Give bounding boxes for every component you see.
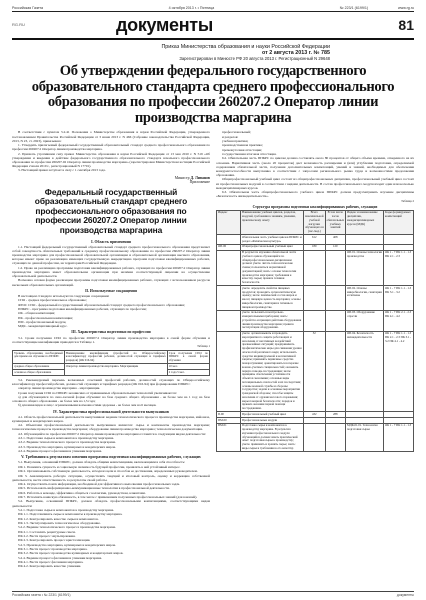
minister-label: Министр <box>174 175 190 180</box>
table-cell: П.00 <box>217 412 241 418</box>
table-cell <box>217 250 241 286</box>
paragraph: ПК 1.1. Подготавливать сырье и компоненты к производству маргарина. <box>18 512 123 517</box>
paragraph: 4.3.1. Подготовка сырья и компонентов к производству маргарина. <box>18 436 115 441</box>
table-row <box>217 250 414 286</box>
paragraph: оператор линии производства маргарина - маргаринщик. <box>18 386 101 391</box>
newspaper-name: Российская Газета <box>12 6 44 10</box>
table-cell: ОП.02. Основы микробиологии, санитарии и гигиены <box>346 286 384 311</box>
paragraph: и разделов: <box>222 134 239 139</box>
page-number: 81 <box>398 17 414 33</box>
table-cell: 120 <box>325 244 345 250</box>
right-intro-list <box>216 130 414 156</box>
table-cell: среднее общее образование <box>13 364 65 370</box>
paragraph: 1.2. Право на реализацию программы подготовки квалифицированных рабочих, служащих по профессии 260207.2 Оператор линии производства маргарина имеет образовательная организация при наличии соответствующей лицензии на осуществление образовательной деятельности. <box>12 265 210 279</box>
paragraph: учебная практика; <box>222 139 249 144</box>
left-column <box>12 130 210 593</box>
table-cell: ОК 1 - 7 ПК 2.1 - 2.3 ПК 4.1 - 4.2 <box>384 310 414 331</box>
paragraph: В соответствии с пунктом 5.2.41 Положения о Министерстве образования и науки Российской Федерации, утвержденного постановлением Правительства Российской Федерации от 3 июня 2013 г. N 466 (Собрание законодательства Российской Федерации, 2013, N 23, ст. 2923), приказываю: <box>12 130 210 143</box>
table-cell: ОК 1 - 7 ПК 1.1 - 1.3 ПК 3.1 - 3.2 <box>384 286 414 311</box>
table-cell: 180 <box>304 244 326 250</box>
paragraph: ПК 4.1. Вести процесс фасования маргарина. <box>18 560 84 565</box>
paragraph: промежуточная аттестация; <box>222 147 262 152</box>
paragraph: ПК 3.1. Вести процесс производства маргарина. <box>18 546 88 551</box>
paragraph: ОК 4. Осуществлять поиск информации, необходимой для эффективного выполнения профессиональных задач. <box>18 482 181 487</box>
section-3-text <box>12 336 210 344</box>
table-cell: 2 года 5 мес. <box>167 370 209 376</box>
section-5-title: V. Требования к результатам освоения программы подготовки квалифицированных рабочих, служащих <box>21 455 201 460</box>
table-cell: Наименование квалификации (профессий по Общероссийскому классификатору профессий рабочих, должностей служащих и тарифных разрядов) (ОК 016-94) <box>65 350 166 363</box>
page-footer <box>12 591 414 597</box>
paragraph: 4.3. Обучающийся по профессии 260207.2 Оператор линии производства маргарина готовится к следующим видам деятельности: <box>18 431 206 436</box>
table-2-title: Структура программы подготовки квалифицированных рабочих, служащих <box>252 204 378 209</box>
table-cell: ОП.00 <box>217 244 241 250</box>
paragraph: ПК 1.2. Контролировать качество сырья и компонентов. <box>18 516 99 521</box>
paragraph: ОК 5. Использовать информационно-коммуникационные технологии в профессиональной деятельности. <box>18 486 170 491</box>
table-cell <box>217 331 241 412</box>
table-cell: 32 <box>304 331 326 412</box>
site-url[interactable]: www.rg.ru <box>398 6 414 10</box>
column-header: Индекс и наименование дисциплин, междисциплинарных курсов (МДК) <box>346 210 384 235</box>
table-cell: ОП.01. Основы технологии производства <box>346 250 384 286</box>
section-1-title: I. Область применения <box>91 239 131 244</box>
paragraph: профессиональный; <box>222 130 251 135</box>
table-cell: Оператор линии производства маргарина. Маргаринщик <box>64 364 167 375</box>
table-cell <box>217 286 241 311</box>
headline: Об утверждении федерального государственного образовательного стандарта среднего профессионального образования по профессии 260207.2 Оператор линии производства маргарина <box>31 63 395 126</box>
paragraph: ПК - профессиональная компетенция; <box>18 315 73 320</box>
paragraph: МДК - междисциплинарный курс. <box>18 324 68 329</box>
table-cell <box>325 331 345 412</box>
paragraph: Общепрофессиональный учебный цикл состоит из общепрофессиональных дисциплин, профессиональный учебный цикл состоит из профессиональных модулей в соответствии с видами деятельности. В состав профессионального модуля входит один или несколько междисциплинарных курсов. <box>216 177 414 190</box>
table-cell: основное общее образование <box>13 370 65 376</box>
table-cell: 408 <box>325 235 345 245</box>
paragraph: б) для инвалидов и лиц с ограниченными возможностями здоровья - не более чем на 6 месяцев. <box>18 403 157 408</box>
minister-name: Д. Ливанов <box>190 175 210 180</box>
paragraph: 1. Утвердить прилагаемый федеральный государственный образовательный стандарт среднего профессионального образования по профессии 260207.2 Оператор линии производства маргарина. <box>12 143 210 152</box>
masthead <box>12 12 414 38</box>
column-header: Индекс <box>217 210 241 235</box>
paragraph: 5.2.1. Подготовка сырья и компонентов к производству маргарина. <box>18 507 115 512</box>
table-cell: 432 <box>304 412 326 418</box>
paragraph: 6.3. Обязательная часть общепрофессионального учебного цикла ППКРС должна предусматривать изучение дисциплины «Безопасность жизнедеятельности». <box>216 190 414 199</box>
table-cell: Срок получения СПО по ППКРС в очной форме обучения <box>168 350 208 363</box>
table-cell: уметь: организовывать и проводить мероприятия по защите работающих и населения от негативных воздействий чрезвычайных ситуаций; предпринимать профилактические меры для снижения уровня опасностей различного вида; использовать средства индивидуальной и коллективной защиты; применять первичные средства пожаротушения; ориентироваться в перечне военно-учетных специальностей; оказывать первую помощь пострадавшим; знать: принципы обеспечения устойчивости объектов экономики; основные виды потенциальных опасностей и их последствия; основы военной службы и обороны государства; задачи и основные мероприятия гражданской обороны; способы защиты населения от оружия массового поражения; меры пожарной безопасности; порядок и правила оказания первой помощи пострадавшим. <box>242 331 302 411</box>
paragraph: 5.2.3. Производство маргарина, кулинарных и кондитерских жиров. <box>18 542 116 547</box>
paragraph: СПО - среднее профессиональное образование; <box>18 298 87 303</box>
order-number: от 2 августа 2013 г. № 785 <box>261 50 330 56</box>
right-column <box>216 130 414 593</box>
table-cell: Общепрофессиональный учебный цикл <box>241 244 304 250</box>
paragraph: Возможна сетевая форма реализации программы подготовки квалифицированных рабочих, служащих с использованием ресурсов нескольких образовательных организаций. <box>12 278 210 287</box>
section-5-text <box>12 460 210 568</box>
table-cell: уметь: определять свойства пищевых продуктов; проводить органолептическую оценку; знать: химический состав жиров и масел; пищевую ценность маргарина; основы микробиологии, санитарии и гигиены в пищевом производстве. <box>241 286 304 311</box>
paragraph: ПК 2.3. Контролировать процесс кристаллизации. <box>18 538 91 543</box>
signature-block <box>12 176 210 185</box>
table-cell <box>304 250 326 286</box>
paragraph: ПК 3.2. Вести процесс производства кулинарных и кондитерских жиров. <box>18 551 124 556</box>
section-title: документы <box>116 14 213 35</box>
column-header: Всего максимальной учебной нагрузки обучающегося (час./нед.) <box>305 210 324 234</box>
paragraph: 3.1. Сроки получения СПО по профессии 260207.2 Оператор линии производства маргарина в очной форме обучения и соответствующие квалификации приводятся в Таблице 1. <box>12 335 210 344</box>
standard-title: Федеральный государственный образовательный стандарт среднего профессионального образования по профессии 260207.2 Оператор линии производства маргарина <box>34 186 188 236</box>
table-1-head-row <box>13 351 210 364</box>
table-cell <box>325 286 345 311</box>
issue-number: № 223/1 (6199/1) <box>339 6 369 10</box>
paragraph: 3. Настоящий приказ вступает в силу с 1 сентября 2013 года. <box>18 168 106 173</box>
section-3-title: III. Характеристика подготовки по профессии <box>71 330 151 335</box>
paragraph: 5.2.2. Ведение технологического процесса производства маргарина. <box>18 525 116 530</box>
masthead-rule <box>12 38 414 40</box>
paragraph: 1.1. Настоящий федеральный государственный образовательный стандарт среднего профессионального образования представляет собой совокупность обязательных требований к среднему профессиональному образованию по профессии 260207.2 Оператор линии производства маргарина для профессиональной образовательной организации и образовательной организации высшего образования, которые имеют право на реализацию имеющих государственную аккредитацию программ подготовки квалифицированных рабочих, служащих по данной профессии, на территории Российской Федерации. <box>12 244 210 266</box>
paragraph: 5.2. Выпускник, освоивший ППКРС, должен обладать профессиональными компетенциями, соответствующими видам деятельности: <box>12 499 210 508</box>
paragraph: Сроки получения СПО по ППКРС независимо от применяемых образовательных технологий увеличиваются: <box>18 390 177 395</box>
columns <box>12 130 414 593</box>
table-cell <box>325 423 345 451</box>
paragraph: ФГОС СПО - федеральный государственный образовательный стандарт среднего профессионального образования; <box>18 302 185 307</box>
paragraph: ПК 2.1. Составлять рецептурные смеси. <box>18 529 76 534</box>
table-cell <box>325 250 345 286</box>
table-cell: ОП.03. Оборудование отрасли <box>346 310 384 331</box>
table-row <box>217 235 414 245</box>
table-row <box>217 286 414 311</box>
table-cell: Профессиональные модули <box>241 418 304 424</box>
order-text <box>12 130 210 172</box>
paragraph: ОК 1. Понимать сущность и социальную значимость будущей профессии, проявлять к ней устойчивый интерес. <box>18 464 181 469</box>
column-header: Коды формируемых компетенций <box>384 210 414 235</box>
paragraph: ПК 4.2. Контролировать качество упаковки. <box>18 564 82 569</box>
paragraph: 4.3.4. Ведение процесса фасования и упаковки маргарина. <box>18 449 103 454</box>
table-cell <box>217 310 241 331</box>
table-cell <box>304 423 326 451</box>
table-2-label: Таблица 2 <box>401 198 414 203</box>
table-cell <box>304 286 326 311</box>
section-1-text <box>12 245 210 287</box>
order-registration: Зарегистрирован в Минюсте РФ 20 августа 2013 г. Регистрационный N 29648 <box>179 56 330 61</box>
table-cell: ОК 1 - 7 ПК 1.1 - 1.3 ПК 2.1 - 2.3 ПК 3.1 - 3.2 ПК 4.1 - 4.2 <box>384 331 414 412</box>
paragraph: 3.2. Рекомендуемый перечень возможных сочетаний профессий рабочих, должностей служащих по Общероссийскому классификатору профессий рабочих, должностей служащих и тарифных разрядов (ОК 016-94) при формировании ППКРС: <box>12 377 210 386</box>
paragraph: ПК 1.3. Эксплуатировать технологическое оборудование. <box>18 520 101 525</box>
table-cell: МДК.01.01. Технология подготовки сырья <box>346 423 384 451</box>
table-cell: 612 <box>304 235 326 245</box>
table-cell <box>384 235 414 245</box>
table-cell: Уровень образования, необходимый для приема на обучение по ППКРС <box>13 351 65 364</box>
issue-date: 4 октября 2013 г. • Пятница <box>168 6 215 10</box>
paragraph: 2. Признать утратившим силу приказ Министерства образования и науки Российской Федерации от 13 мая 2010 г. N 519 «Об утверждении и введении в действие федерального государственного образовательного стандарта начального профессионального образования по профессии 260207.02 Оператор линии производства маргарина» (зарегистрирован Министерством юстиции Российской Федерации 2 июля 2010 г., регистрационный N 17701). <box>12 151 210 168</box>
section-3-continued <box>12 378 210 408</box>
appendix-label: Приложение <box>189 180 210 185</box>
table-cell: ОК 1 - 7 ПК 1.1 - 1.3 ПК 2.1 - 2.3 <box>384 250 414 286</box>
section-4-text <box>12 415 210 454</box>
paragraph: 6.2. Обязательная часть ППКРС по циклам должна составлять около 80 процентов от общего объема времени, отведенного на их освоение. Вариативная часть (около 20 процентов) дает возможность расширения и (или) углубления подготовки, определяемой содержанием обязательной части, получения дополнительных компетенций, умений и знаний, необходимых для обеспечения конкурентоспособности выпускника в соответствии с запросами регионального рынка труда и возможностями продолжения образования. <box>216 156 414 178</box>
order-header <box>12 44 414 62</box>
table-cell <box>325 310 345 331</box>
paragraph: ППКРС - программа подготовки квалифицированных рабочих, служащих по профессии; <box>18 306 147 311</box>
footer-left: Российская газета • № 223/1 (6199/1) <box>12 593 71 597</box>
paragraph: а) для обучающихся по очно-заочной форме обучения: на базе среднего общего образования - не более чем на 1 год; на базе основного общего образования - не более чем на 1,5 года; <box>12 394 210 404</box>
paragraph: ОК 7. Исполнять воинскую обязанность, в том числе с применением полученных профессиональных знаний (для юношей). <box>18 495 198 500</box>
table-1 <box>12 350 210 376</box>
order-issuer: Приказ Министерства образования и науки Российской Федерации <box>161 44 330 50</box>
structure-table-head <box>217 210 414 235</box>
logo: RG.RU <box>12 21 25 27</box>
table-cell: ОК 1 - 7 ПК 1.1 - 1.3 <box>384 423 414 451</box>
table-row <box>217 310 414 331</box>
table-cell: ОП.04. Безопасность жизнедеятельности <box>346 331 384 412</box>
paragraph: 4.3.2. Ведение технологического процесса производства маргарина. <box>18 440 116 445</box>
table-cell: Обязательная часть учебных циклов ППКРС и раздел «Физическая культура» <box>242 234 302 243</box>
paragraph: 4.2. Объектами профессиональной деятельности выпускников являются: сырье и компоненты производства маргарина; технологические процессы производства маргарина; оборудование линии производства маргарина; технологическая документация. <box>12 423 210 432</box>
table-cell: В результате изучения обязательной части учебного цикла обучающийся по общепрофессиональным дисциплинам должен: уметь: читать технологические схемы; пользоваться нормативной документацией; знать: основы технологии производства маргарина; требования к качеству сырья; правила техники безопасности. <box>241 250 304 286</box>
table-row <box>217 423 414 451</box>
table-row <box>217 331 414 412</box>
paragraph: В настоящем стандарте используются следующие сокращения: <box>18 293 110 298</box>
table-cell: Подготовка сырья и компонентов к производству маргарина. В результате изучения профессионального модуля обучающийся должен: иметь практический опыт: подготовки сырья к производству; уметь: принимать и хранить сырье; знать: виды сырья и требования к его качеству. <box>241 423 304 451</box>
table-cell: ПМ.00 <box>217 418 241 424</box>
table-cell: 288 <box>325 412 345 418</box>
paragraph: 4.1. Область профессиональной деятельности выпускников: ведение технологического процесса производства маргарина, майонеза, кулинарных и кондитерских жиров. <box>12 414 210 423</box>
paragraph: 4.3.3. Производство маргарина, кулинарных и кондитерских жиров. <box>18 444 116 449</box>
paragraph: 5.2.4. Ведение процесса фасования и упаковки маргарина. <box>18 555 103 560</box>
table-cell: 10 мес. <box>167 364 209 370</box>
section-4-title: IV. Характеристика профессиональной деятельности выпускников <box>53 409 169 414</box>
table-1-label: Таблица 1 <box>197 344 210 349</box>
table-cell: уметь: пользоваться контрольно-измерительными приборами; знать: устройство и принцип действия оборудования линии производства маргарина; правила эксплуатации оборудования. <box>241 310 304 331</box>
table-cell <box>304 310 326 331</box>
table-cell <box>217 235 241 245</box>
paragraph: государственная итоговая аттестация. <box>222 152 277 157</box>
paragraph: 5.1. Выпускник, освоивший ППКРС, должен обладать общими компетенциями, включающими в себя способность: <box>18 460 186 465</box>
column-header: Наименование учебных циклов, разделов, модулей, требования к знаниям, умениям, практическому опыту <box>241 210 304 235</box>
paragraph: ПК 2.2. Вести процесс эмульгирования. <box>18 533 76 538</box>
paragraph: ПМ - профессиональный модуль; <box>18 319 67 324</box>
structure-table <box>216 210 414 452</box>
footer-right: документы <box>396 593 414 597</box>
table-cell <box>346 235 384 245</box>
section-2-text <box>12 294 210 329</box>
paragraph: ОК 3. Анализировать рабочую ситуацию, осуществлять текущий и итоговый контроль, оценку и коррекцию собственной деятельности, нести ответственность за результаты своей работы. <box>12 473 210 482</box>
section-6-text <box>216 156 414 198</box>
paragraph: ОК 2. Организовывать собственную деятельность, исходя из цели и способов ее достижения, определенных руководителем. <box>18 469 198 474</box>
paragraph: производственная практика; <box>222 143 263 148</box>
table-cell: ПМ.01 <box>217 423 241 451</box>
column-header: В том числе часов обязательных учебных занятий <box>325 210 345 235</box>
section-2-title: II. Используемые сокращения <box>85 288 137 293</box>
paragraph: ОК 6. Работать в команде, эффективно общаться с коллегами, руководством, клиентами. <box>18 490 146 495</box>
table-cell: Профессиональный учебный цикл <box>241 412 304 418</box>
paragraph: ОК - общая компетенция; <box>18 311 55 316</box>
